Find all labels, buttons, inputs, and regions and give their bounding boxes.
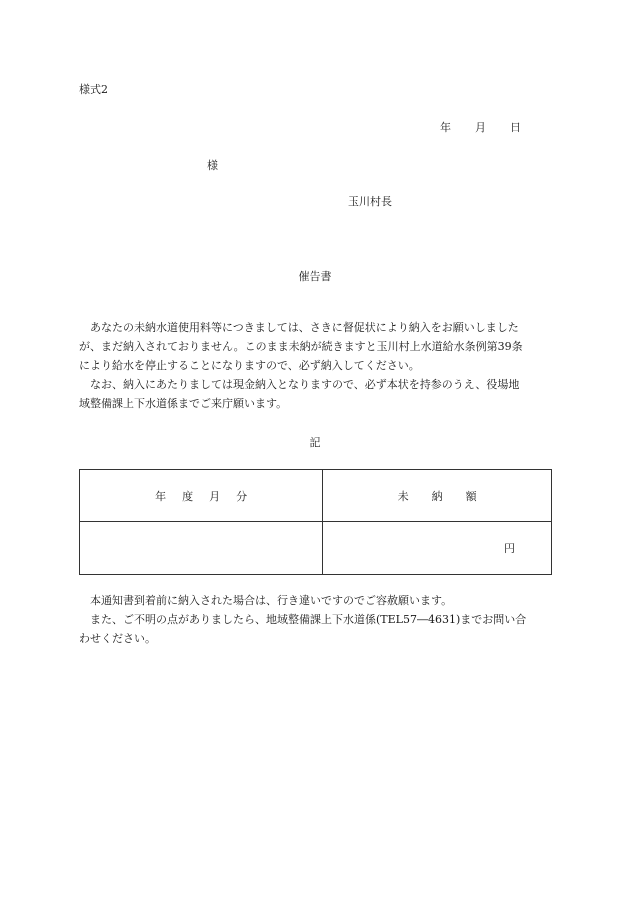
- notes-line: わせください。: [79, 632, 156, 645]
- header-char: 月: [209, 489, 221, 503]
- arrears-table: [79, 469, 552, 575]
- body-line: なお、納入にあたりましては現金納入となりますので、必ず本状を持参のうえ、役場地: [90, 378, 520, 391]
- document-title: 催告書: [298, 270, 332, 283]
- recipient-honorific: 様: [207, 159, 218, 172]
- table-row: [80, 522, 552, 575]
- yen-unit: 円: [504, 542, 515, 555]
- body-line: により給水を停止することになりますので、必ず納入してください。: [79, 359, 420, 372]
- body-line: 域整備課上下水道係までご来庁願います。: [79, 397, 288, 410]
- date-line: [440, 119, 521, 135]
- amount-cell: [323, 522, 552, 575]
- table-header-row: [80, 470, 552, 522]
- notes-line: また、ご不明の点がありましたら、地域整備課上下水道係(TEL57―4631)までお問い合: [90, 613, 527, 626]
- sender-name: 玉川村長: [348, 195, 392, 208]
- notes-text: [79, 591, 551, 648]
- notes-line: 本通知書到着前に納入された場合は、行き違いですのでご容赦願います。: [90, 594, 453, 607]
- date-day: 日: [510, 121, 521, 134]
- header-char: 分: [236, 489, 248, 503]
- ki-heading: 記: [309, 436, 321, 449]
- period-header: [80, 470, 323, 522]
- body-text: [79, 318, 551, 413]
- header-char: 未: [397, 489, 409, 503]
- body-line: が、まだ納入されておりません。このまま未納が続きますと玉川村上水道給水条例第39条: [79, 340, 523, 353]
- header-char: 納: [431, 489, 443, 503]
- amount-header: [323, 470, 552, 522]
- header-char: 額: [465, 489, 477, 503]
- header-char: 年: [155, 489, 167, 503]
- form-number: 様式2: [79, 83, 108, 96]
- period-cell: [80, 522, 323, 575]
- date-year: 年: [440, 121, 451, 134]
- date-month: 月: [475, 121, 486, 134]
- header-char: 度: [182, 489, 194, 503]
- body-line: あなたの未納水道使用料等につきましては、さきに督促状により納入をお願いしました: [90, 321, 519, 334]
